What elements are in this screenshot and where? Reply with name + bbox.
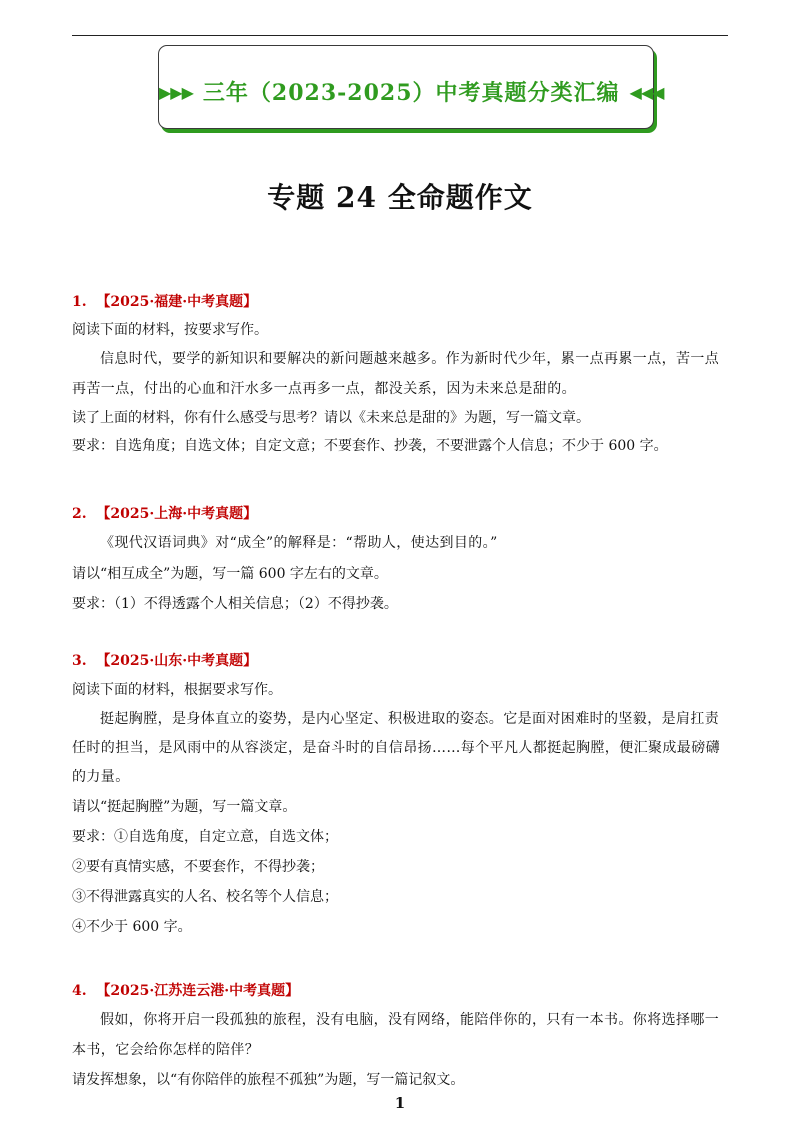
prompt: 请以“挺起胸膛”为题，写一篇文章。 xyxy=(72,799,297,815)
material-paragraph: 《现代汉语词典》对“成全”的解释是：“帮助人，使达到目的。” xyxy=(100,535,498,551)
question-source: 【2025·上海·中考真题】 xyxy=(96,506,258,522)
instruction: 阅读下面的材料，按要求写作。 xyxy=(72,322,268,338)
question-source: 【2025·江苏连云港·中考真题】 xyxy=(96,983,300,999)
material-paragraph: 信息时代，要学的新知识和要解决的新问题越来越多。作为新时代少年，累一点再累一点，苦一点再苦一点，付出的心血和汗水多一点再多一点，都没关系，因为未来总是甜的。 xyxy=(72,351,720,397)
prompt: 请发挥想象，以“有你陪伴的旅程不孤独”为题，写一篇记叙文。 xyxy=(72,1072,465,1088)
prompt: 请以“相互成全”为题，写一篇 600 字左右的文章。 xyxy=(72,566,388,582)
question-header: 2. 【2025·上海·中考真题】 xyxy=(72,506,258,522)
question-source: 【2025·山东·中考真题】 xyxy=(96,653,258,669)
requirement-3: ③不得泄露真实的人名、校名等个人信息； xyxy=(72,889,338,905)
material-paragraph: 挺起胸膛，是身体直立的姿势，是内心坚定、积极进取的姿态。它是面对困难时的坚毅，是肩扛责任时的担当，是风雨中的从容淡定，是奋斗时的自信昂扬……每个平凡人都挺起胸膛，便汇聚成最磅礴的力量。 xyxy=(72,711,720,785)
question-3 xyxy=(72,647,728,942)
question-4 xyxy=(72,977,728,1095)
top-rule xyxy=(72,35,728,36)
requirements: 要求：（1）不得透露个人相关信息；（2）不得抄袭。 xyxy=(72,596,398,612)
banner-text-row xyxy=(159,76,664,107)
requirement-1: 要求：①自选角度，自定立意，自选文体； xyxy=(72,829,338,845)
question-header: 4. 【2025·江苏连云港·中考真题】 xyxy=(72,983,300,999)
material-paragraph: 假如，你将开启一段孤独的旅程，没有电脑，没有网络，能陪伴你的，只有一本书。你将选择哪一本书，它会给你怎样的陪伴？ xyxy=(72,1012,720,1058)
question-1 xyxy=(72,288,728,460)
question-header: 3. 【2025·山东·中考真题】 xyxy=(72,653,258,669)
left-arrows-icon: ▶▶▶ xyxy=(159,83,193,102)
question-source: 【2025·福建·中考真题】 xyxy=(96,294,258,310)
requirements: 要求：自选角度；自选文体；自定文意；不要套作、抄袭，不要泄露个人信息；不少于 600 字。 xyxy=(72,438,668,454)
page-title: 专题 24 全命题作文 xyxy=(267,181,533,214)
question-2 xyxy=(72,500,728,619)
requirement-2: ②要有真情实感，不要套作，不得抄袭； xyxy=(72,859,324,875)
instruction: 阅读下面的材料，根据要求写作。 xyxy=(72,682,282,698)
right-arrows-icon: ◀◀◀ xyxy=(629,83,664,102)
series-banner xyxy=(158,45,664,129)
page-number: 1 xyxy=(394,1094,406,1112)
banner-title: 三年（2023-2025）中考真题分类汇编 xyxy=(202,80,620,106)
requirement-4: ④不少于 600 字。 xyxy=(72,919,192,935)
prompt: 读了上面的材料，你有什么感受与思考？请以《未来总是甜的》为题，写一篇文章。 xyxy=(72,410,590,426)
question-header: 1. 【2025·福建·中考真题】 xyxy=(72,294,258,310)
